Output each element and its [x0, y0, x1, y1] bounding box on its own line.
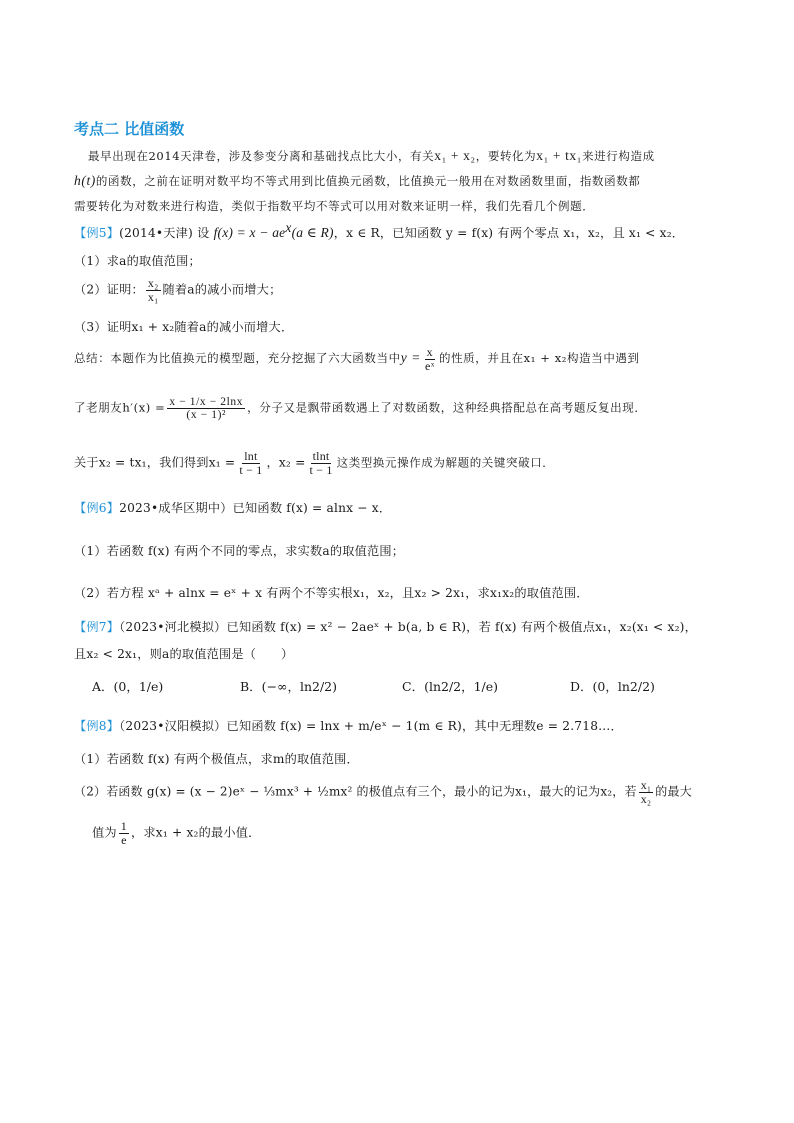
- example-8-q2-text: （2）若函数 g(x) = (x − 2)eˣ − ⅓mx³ + ½mx² 的极值点有三个，最小的记为x₁，最大的记为x₂，若: [74, 784, 637, 799]
- example-5-source: (2014•天津) 设: [119, 226, 210, 240]
- fraction-denominator: x₂: [640, 791, 652, 806]
- intro-math-2a: h(t): [74, 173, 96, 188]
- summary-line-2: [74, 396, 724, 421]
- example-5-q2-prefix: （2）证明：: [74, 282, 144, 297]
- intro-line-2: [74, 173, 724, 189]
- fraction-denominator: x₁: [147, 289, 159, 304]
- example-6-question-2: （2）若方程 xᵃ + alnx = eˣ + x 有两个不等实根x₁，x₂，且x₂ > 2x₁，求x₁x₂的取值范围．: [74, 586, 589, 600]
- example-5-function: f(x) = x − ae: [213, 225, 286, 240]
- example-5-condition: ，x ∈ R，已知函数 y = f(x) 有两个零点 x₁，x₂，且 x₁ < x₂．: [333, 226, 685, 240]
- fraction-denominator: (x − 1)²: [186, 409, 227, 422]
- summary-line-3: [74, 450, 724, 476]
- option-c[interactable]: C．(ln2/2，1/e): [402, 679, 499, 694]
- fraction-numerator: x₁: [640, 778, 652, 792]
- fraction-denominator: t − 1: [309, 462, 333, 477]
- fraction-numerator: lnt: [244, 449, 258, 463]
- example-8-q2-suffix: 的最大: [655, 784, 692, 799]
- option-a[interactable]: A．(0，1/e): [92, 679, 164, 694]
- summary-fraction-1: [423, 346, 437, 372]
- intro-text-1e: 来进行构造成: [582, 149, 655, 163]
- summary-fraction-3: [237, 450, 264, 476]
- section-title: 考点二 比值函数: [74, 120, 185, 138]
- summary-text-1a: 总结：本题作为比值换元的模型题，充分挖掘了六大函数当中: [74, 351, 401, 366]
- example-5-question-3: （3）证明x₁ + x₂随着a的减小而增大．: [74, 320, 294, 334]
- summary-text-2b: ，分子又是飘带函数遇上了对数函数，这种经典搭配总在高考题反复出现．: [247, 400, 647, 415]
- summary-fraction-2: [167, 396, 245, 421]
- example-7-source: （2023•河北模拟）已知函数 f(x) = x² − 2aeˣ + b(a, b ∈ R)，若 f(x) 有两个极值点x₁，x₂(x₁ < x₂)，: [119, 620, 698, 634]
- example-5-tag: 【例5】: [74, 226, 120, 240]
- example-7-statement: [74, 618, 724, 635]
- example-6-source: 2023•成华区期中）已知函数 f(x) = alnx − x．: [119, 501, 392, 515]
- example-8-value-fraction: [119, 820, 129, 846]
- summary-text-3b: ，x₂ =: [266, 455, 306, 470]
- example-8-tag: 【例8】: [74, 719, 120, 733]
- example-5-question-2: [74, 277, 724, 303]
- summary-line-1: [74, 346, 724, 372]
- fraction-numerator: tlnt: [312, 449, 330, 463]
- summary-text-3a: 关于x₂ = tx₁，我们得到x₁ =: [74, 455, 236, 470]
- example-5-q2-suffix: 随着a的减小而增大；: [162, 282, 282, 297]
- example-7-condition: 且x₂ < 2x₁，则a的取值范围是（ ）: [74, 647, 294, 661]
- intro-math-1b: x₁ + x₂: [434, 148, 476, 163]
- intro-line-3: 需要转化为对数来进行构造，类似于指数平均不等式可以用对数来证明一样，我们先看几个例题．: [74, 199, 595, 213]
- example-8-question-1: （1）若函数 f(x) 有两个极值点，求m的取值范围．: [74, 752, 359, 766]
- example-6-tag: 【例6】: [74, 501, 120, 515]
- intro-text-1a: 最早出现在2014天津卷，涉及参变分离和基础找点比大小，有关: [88, 149, 435, 163]
- example-8-question-2: [74, 779, 724, 805]
- example-6-statement: [74, 499, 724, 516]
- fraction-denominator: t − 1: [239, 462, 263, 477]
- fraction-denominator: e: [121, 832, 127, 847]
- summary-func: y =: [400, 350, 421, 366]
- summary-text-1b: 的性质，并且在x₁ + x₂构造当中遇到: [438, 351, 640, 366]
- example-5-statement: 【例5】(2014•天津) 设 $f(x) = x - ae^x(a$ ∈ R)，x ∈ R，已知函数 y = f(x) 有两个零点 x₁，x₂，且 x₁ < x₂．: [74, 219, 685, 240]
- fraction-numerator: x: [426, 345, 434, 359]
- example-6-question-1: （1）若函数 f(x) 有两个不同的零点，求实数a的取值范围；: [74, 544, 405, 558]
- fraction-denominator: eˣ: [424, 358, 435, 373]
- example-8-q2-value-prefix: 值为: [92, 825, 117, 840]
- ratio-fraction: [146, 277, 161, 303]
- summary-text-2a: 了老朋友h′(x) =: [74, 400, 166, 415]
- example-8-question-2-cont: [92, 820, 742, 846]
- intro-text-2b: 的函数，之前在证明对数平均不等式用到比值换元函数，比值换元一般用在对数函数里面，指数函数都: [95, 174, 641, 188]
- example-5-question-1: （1）求a的取值范围；: [74, 254, 201, 268]
- fraction-numerator: x₂: [147, 276, 159, 290]
- example-8-ratio-fraction: [639, 779, 654, 805]
- example-7-tag: 【例7】: [74, 620, 120, 634]
- fraction-numerator: x − 1/x − 2lnx: [169, 396, 244, 408]
- intro-line-1: [74, 148, 724, 164]
- example-8-q2-end: ，求x₁ + x₂的最小值．: [130, 825, 261, 840]
- option-d[interactable]: D．(0，ln2/2): [570, 679, 655, 694]
- option-b[interactable]: B．(−∞，ln2/2): [240, 679, 337, 694]
- example-8-statement: [74, 717, 724, 734]
- example-5-domain: (a ∈ R): [291, 225, 334, 240]
- summary-fraction-4: [308, 450, 335, 476]
- intro-math-1d: x₁ + tx₁: [536, 148, 583, 163]
- example-8-source: （2023•汉阳模拟）已知函数 f(x) = lnx + m/eˣ − 1(m ∈ R)，其中无理数e = 2.718…．: [119, 719, 623, 733]
- intro-text-1c: ，要转化为: [475, 149, 537, 163]
- summary-text-3c: 这类型换元操作成为解题的关键突破口．: [336, 455, 555, 470]
- fraction-numerator: 1: [120, 819, 127, 833]
